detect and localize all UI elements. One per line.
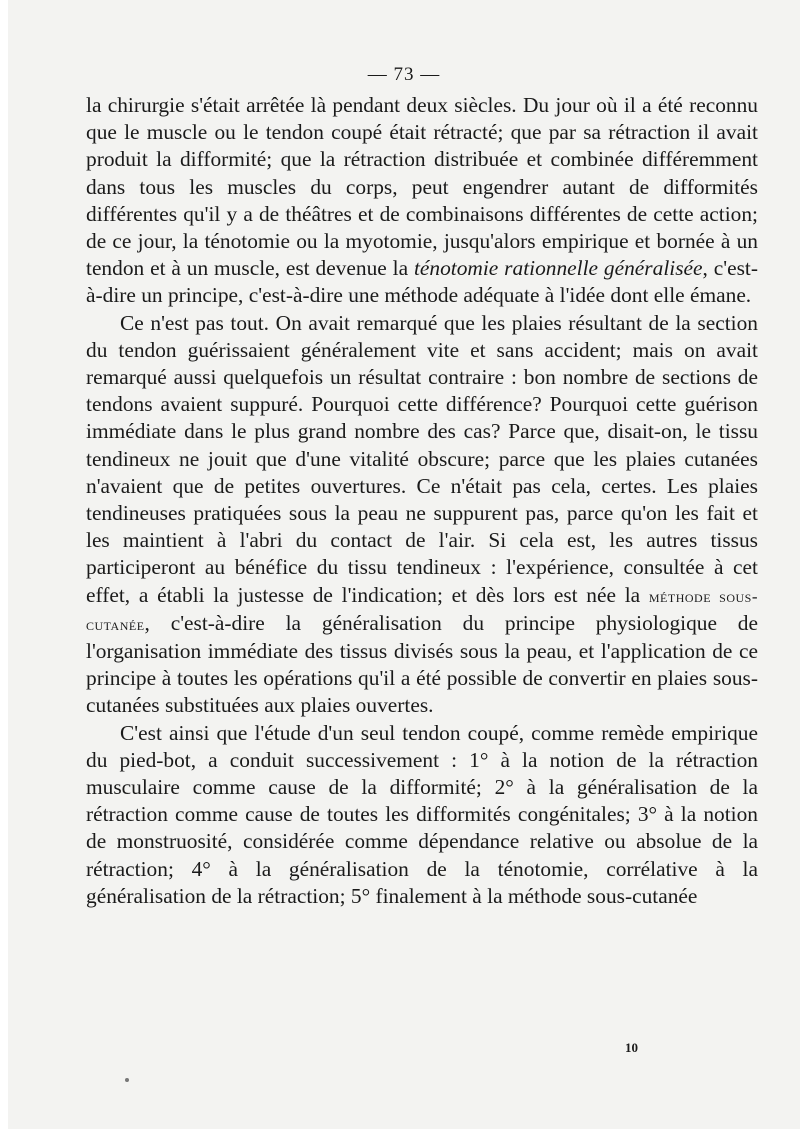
text-run: , c'est-à-dire la généralisation du principe physiologique de l'organisation immédiate des tissus divisés sous la peau, et l'application de ce principe à toutes les opérations qu'il a été possible de convertir en plaies sous-cutanées substituées aux plaies ouvertes. — [86, 610, 758, 718]
book-page — [8, 0, 800, 1129]
text-run: , c'est-à-dire un principe, c'est-à-dire une méthode adéquate à l'idée dont elle émane. — [86, 256, 758, 308]
paper-speck — [125, 1078, 129, 1082]
text-run: C'est ainsi que l'étude d'un seul tendon coupé, comme remède empirique du pied-bot, a conduit successivement : 1° à la notion de la rétraction musculaire comme cause de la difformité; 2° à la généralisation de la rétraction comme cause de toutes les difformités congénitales; 3° à la notion de monstruosité, considérée comme dépendance relative ou absolue de la rétraction; 4° à la généralisation de la ténotomie, corrélative à la généralisation de la rétraction; 5° finalement à la méthode sous-cutanée — [86, 720, 758, 908]
paragraph — [86, 720, 758, 910]
text-run: Ce n'est pas tout. On avait remarqué que les plaies résultant de la section du tendon guérissaient généralement vite et sans accident; mais on avait remarqué aussi quelquefois un résultat contraire : bon nombre de sections de tendons avaient suppuré. Pourquoi cette différence? Pourquoi cette guérison immédiate dans le plus grand nombre des cas? Parce que, disait-on, le tissu tendineux ne jouit que d'une vitalité obscure; parce que les plaies cutanées n'avaient que de petites ouvertures. Ce n'était pas cela, certes. Les plaies tendineuses pratiquées sous la peau ne suppurent pas, parce qu'on les fait et les maintient à l'abri du contact de l'air. Si cela est, les autres tissus participeront au bénéfice du tissu tendineux : l'expérience, consultée à cet effet, a établi la justesse de l'indication; et dès lors est née la — [86, 310, 758, 607]
body-text — [86, 92, 758, 910]
small-caps-term: méthode sous-cutanée — [86, 586, 758, 634]
paragraph — [86, 92, 758, 310]
text-run: la chirurgie s'était arrêtée là pendant deux siècles. Du jour où il a été reconnu que le muscle ou le tendon coupé était rétracté; que par sa rétraction il avait produit la difformité; que la rétraction distribuée et combinée différemment dans tous les muscles du corps, peut engendrer autant de difformités différentes qu'il y a de théâtres et de combinaisons différentes de cette action; de ce jour, la ténotomie ou la myotomie, jusqu'alors empirique et bornée à un tendon et à un muscle, est devenue la — [86, 93, 758, 281]
paragraph — [86, 310, 758, 720]
italic-term: ténotomie rationnelle généralisée — [413, 256, 703, 281]
page-number: — 73 — — [367, 64, 441, 85]
signature-mark: 10 — [625, 1040, 638, 1055]
